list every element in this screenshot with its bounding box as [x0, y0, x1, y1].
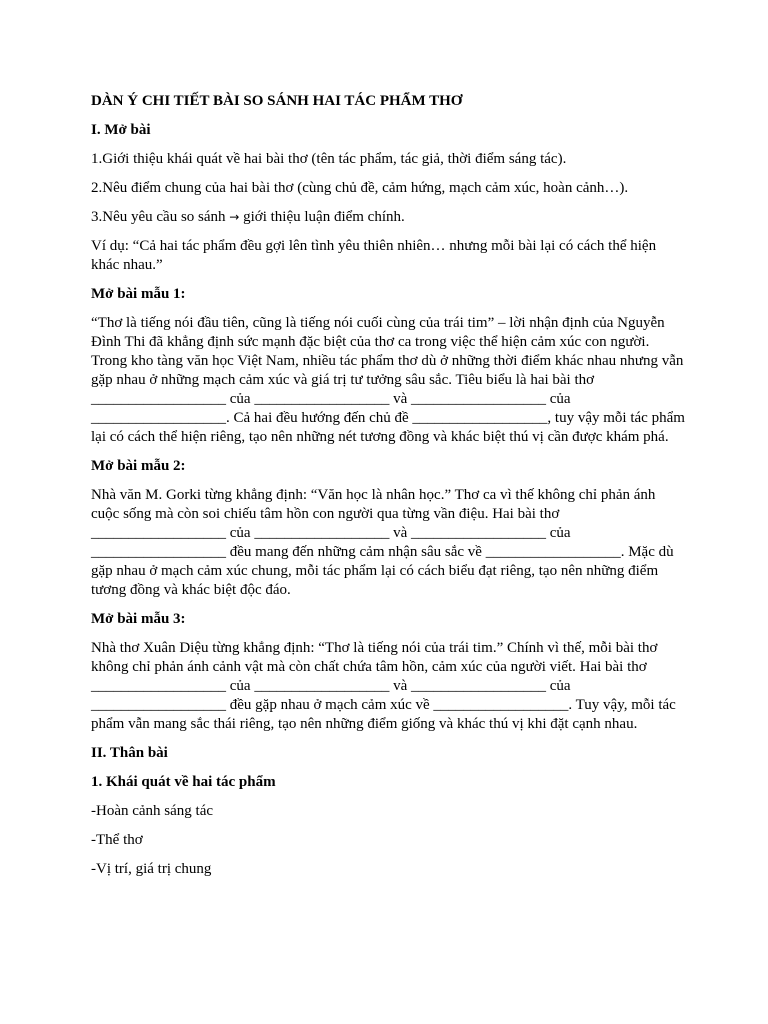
intro-point-1: 1.Giới thiệu khái quát về hai bài thơ (tên tác phẩm, tác giả, thời điểm sáng tác).	[91, 151, 567, 167]
overview-item-context: -Hoàn cảnh sáng tác	[91, 803, 214, 819]
overview-item-value: -Vị trí, giá trị chung	[91, 861, 212, 877]
sample-opening-1-text: “Thơ là tiếng nói đầu tiên, cũng là tiếng nói cuối cùng của trái tim” – lời nhận định của Nguyễn Đình Thi đã khẳng định sức mạnh đặc biệt của thơ ca trong việc thể hiện cảm xúc con người. Trong kho tàng văn học Việt Nam, nhiều tác phẩm thơ dù ở những thời điểm khác nhau nhưng vẫn gặp nhau ở những mạch cảm xúc và giá trị tư tưởng sâu sắc. Tiêu biểu là hai bài thơ __________________ của __________________ và __________________ của __________________. Cả hai đều hướng đến chủ đề __________________, tuy vậy mỗi tác phẩm lại có cách thể hiện riêng, tạo nên những nét tương đồng và khác biệt thú vị cần được khám phá.	[91, 315, 685, 445]
section-heading-introduction: I. Mở bài	[91, 122, 151, 138]
sample-opening-1-heading: Mở bài mẫu 1:	[91, 286, 186, 302]
sample-opening-2-heading: Mở bài mẫu 2:	[91, 458, 186, 474]
document-title: DÀN Ý CHI TIẾT BÀI SO SÁNH HAI TÁC PHẨM THƠ	[91, 93, 463, 109]
intro-point-3	[91, 208, 687, 227]
example-paragraph: Ví dụ: “Cả hai tác phẩm đều gợi lên tình yêu thiên nhiên… nhưng mỗi bài lại có cách thể hiện khác nhau.”	[91, 238, 657, 273]
sample-opening-3-heading: Mở bài mẫu 3:	[91, 611, 186, 627]
document-page	[91, 92, 687, 889]
intro-point-3-text: 3.Nêu yêu cầu so sánh	[91, 209, 226, 225]
sample-opening-2-text: Nhà văn M. Gorki từng khẳng định: “Văn học là nhân học.” Thơ ca vì thế không chỉ phản ánh cuộc sống mà còn soi chiếu tâm hồn con người qua từng vần điệu. Hai bài thơ __________________ của __________________ và __________________ của __________________ đều mang đến những cảm nhận sâu sắc về __________________. Mặc dù gặp nhau ở mạch cảm xúc chung, mỗi tác phẩm lại có cách biểu đạt riêng, tạo nên những điểm tương đồng và khác biệt độc đáo.	[91, 487, 674, 598]
intro-point-2: 2.Nêu điểm chung của hai bài thơ (cùng chủ đề, cảm hứng, mạch cảm xúc, hoàn cảnh…).	[91, 180, 629, 196]
section-heading-body: II. Thân bài	[91, 745, 168, 761]
right-arrow-icon: →	[229, 210, 240, 224]
sample-opening-3-text: Nhà thơ Xuân Diệu từng khẳng định: “Thơ là tiếng nói của trái tim.” Chính vì thế, mỗi bài thơ không chỉ phản ánh cảnh vật mà còn chất chứa tâm hồn, cảm xúc của người viết. Hai bài thơ __________________ của __________________ và __________________ của __________________ đều gặp nhau ở mạch cảm xúc về __________________. Tuy vậy, mỗi tác phẩm vẫn mang sắc thái riêng, tạo nên những điểm giống và khác thú vị khi đặt cạnh nhau.	[91, 640, 676, 732]
overview-item-form: -Thể thơ	[91, 832, 143, 848]
intro-point-3-continuation: giới thiệu luận điểm chính.	[243, 209, 405, 225]
subsection-heading-overview: 1. Khái quát về hai tác phẩm	[91, 774, 276, 790]
